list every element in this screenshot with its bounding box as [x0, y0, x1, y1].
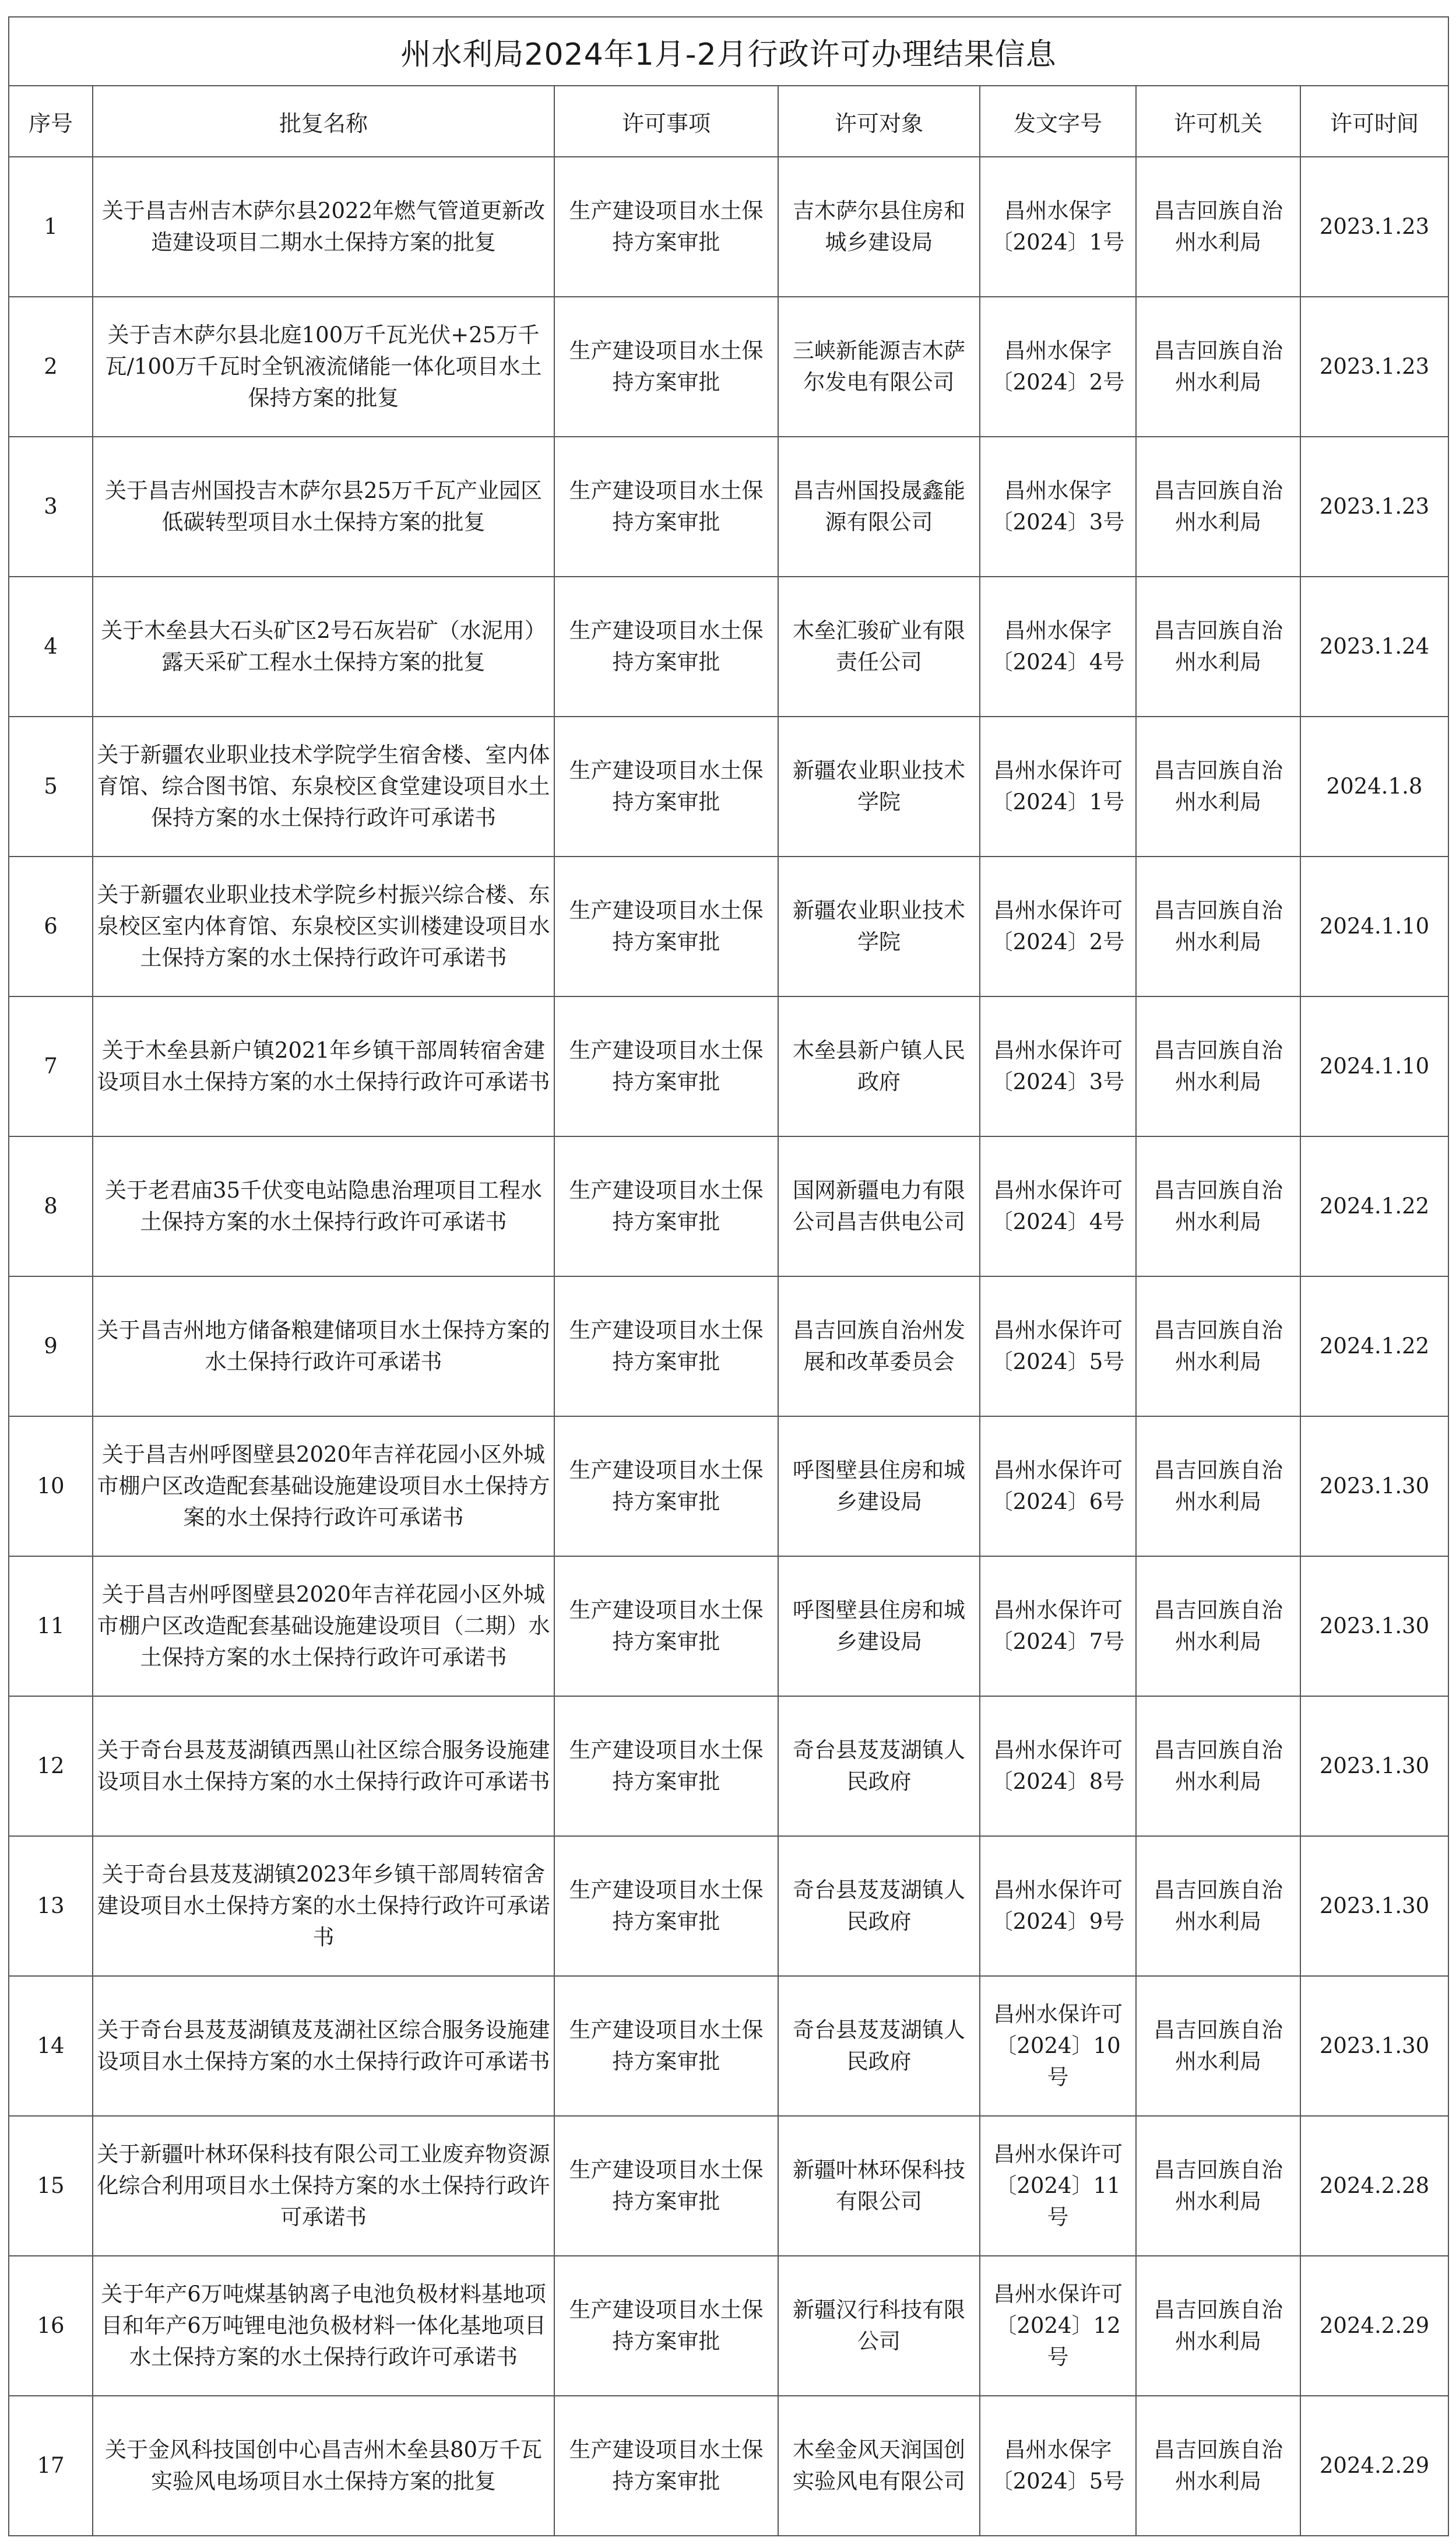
table-row — [9, 2116, 1448, 2256]
item-cell: 生产建设项目水土保持方案审批 — [554, 1696, 778, 1836]
date-cell: 2024.1.10 — [1300, 857, 1448, 996]
table-row — [9, 2256, 1448, 2396]
target-cell: 新疆叶林环保科技有限公司 — [778, 2116, 980, 2256]
docno-cell: 昌州水保许可〔2024〕4号 — [980, 1136, 1136, 1276]
header-row — [9, 86, 1448, 157]
date-cell: 2023.1.30 — [1300, 1976, 1448, 2116]
seq-cell: 13 — [9, 1836, 93, 1976]
target-cell: 木垒金风天润国创实验风电有限公司 — [778, 2396, 980, 2536]
docno-cell: 昌州水保字〔2024〕3号 — [980, 437, 1136, 577]
header-docno: 发文字号 — [980, 86, 1136, 157]
table-row — [9, 1276, 1448, 1416]
target-cell: 昌吉回族自治州发展和改革委员会 — [778, 1276, 980, 1416]
name-cell: 关于昌吉州呼图壁县2020年吉祥花园小区外城市棚户区改造配套基础设施建设项目（二期）水土保持方案的水土保持行政许可承诺书 — [93, 1556, 554, 1696]
target-cell: 昌吉州国投晟鑫能源有限公司 — [778, 437, 980, 577]
seq-cell: 11 — [9, 1556, 93, 1696]
org-cell: 昌吉回族自治州水利局 — [1136, 717, 1300, 857]
docno-cell: 昌州水保许可〔2024〕7号 — [980, 1556, 1136, 1696]
org-cell: 昌吉回族自治州水利局 — [1136, 1276, 1300, 1416]
item-cell: 生产建设项目水土保持方案审批 — [554, 2256, 778, 2396]
date-cell: 2023.1.30 — [1300, 1696, 1448, 1836]
date-cell: 2024.1.10 — [1300, 996, 1448, 1136]
header-name: 批复名称 — [93, 86, 554, 157]
target-cell: 呼图壁县住房和城乡建设局 — [778, 1556, 980, 1696]
org-cell: 昌吉回族自治州水利局 — [1136, 2396, 1300, 2536]
table-title: 州水利局2024年1月-2月行政许可办理结果信息 — [9, 17, 1448, 86]
docno-cell: 昌州水保许可〔2024〕2号 — [980, 857, 1136, 996]
target-cell: 木垒县新户镇人民政府 — [778, 996, 980, 1136]
item-cell: 生产建设项目水土保持方案审批 — [554, 1416, 778, 1556]
item-cell: 生产建设项目水土保持方案审批 — [554, 577, 778, 717]
docno-cell: 昌州水保许可〔2024〕12号 — [980, 2256, 1136, 2396]
header-date: 许可时间 — [1300, 86, 1448, 157]
table-row — [9, 1136, 1448, 1276]
seq-cell: 17 — [9, 2396, 93, 2536]
org-cell: 昌吉回族自治州水利局 — [1136, 157, 1300, 297]
target-cell: 国网新疆电力有限公司昌吉供电公司 — [778, 1136, 980, 1276]
seq-cell: 2 — [9, 297, 93, 437]
org-cell: 昌吉回族自治州水利局 — [1136, 2116, 1300, 2256]
org-cell: 昌吉回族自治州水利局 — [1136, 2256, 1300, 2396]
seq-cell: 8 — [9, 1136, 93, 1276]
org-cell: 昌吉回族自治州水利局 — [1136, 297, 1300, 437]
name-cell: 关于新疆叶林环保科技有限公司工业废弃物资源化综合利用项目水土保持方案的水土保持行政许可承诺书 — [93, 2116, 554, 2256]
org-cell: 昌吉回族自治州水利局 — [1136, 996, 1300, 1136]
docno-cell: 昌州水保许可〔2024〕9号 — [980, 1836, 1136, 1976]
target-cell: 呼图壁县住房和城乡建设局 — [778, 1416, 980, 1556]
header-org: 许可机关 — [1136, 86, 1300, 157]
seq-cell: 7 — [9, 996, 93, 1136]
target-cell: 新疆汉行科技有限公司 — [778, 2256, 980, 2396]
name-cell: 关于昌吉州呼图壁县2020年吉祥花园小区外城市棚户区改造配套基础设施建设项目水土保持方案的水土保持行政许可承诺书 — [93, 1416, 554, 1556]
permit-results-sheet — [8, 16, 1448, 2541]
seq-cell: 3 — [9, 437, 93, 577]
item-cell: 生产建设项目水土保持方案审批 — [554, 2116, 778, 2256]
header-item: 许可事项 — [554, 86, 778, 157]
date-cell: 2024.2.29 — [1300, 2396, 1448, 2536]
item-cell: 生产建设项目水土保持方案审批 — [554, 437, 778, 577]
target-cell: 奇台县芨芨湖镇人民政府 — [778, 1976, 980, 2116]
item-cell: 生产建设项目水土保持方案审批 — [554, 1976, 778, 2116]
docno-cell: 昌州水保许可〔2024〕10号 — [980, 1976, 1136, 2116]
docno-cell: 昌州水保许可〔2024〕3号 — [980, 996, 1136, 1136]
org-cell: 昌吉回族自治州水利局 — [1136, 1416, 1300, 1556]
item-cell: 生产建设项目水土保持方案审批 — [554, 996, 778, 1136]
name-cell: 关于新疆农业职业技术学院乡村振兴综合楼、东泉校区室内体育馆、东泉校区实训楼建设项目水土保持方案的水土保持行政许可承诺书 — [93, 857, 554, 996]
name-cell: 关于奇台县芨芨湖镇2023年乡镇干部周转宿舍建设项目水土保持方案的水土保持行政许可承诺书 — [93, 1836, 554, 1976]
date-cell: 2023.1.23 — [1300, 297, 1448, 437]
target-cell: 奇台县芨芨湖镇人民政府 — [778, 1696, 980, 1836]
seq-cell: 6 — [9, 857, 93, 996]
item-cell: 生产建设项目水土保持方案审批 — [554, 1136, 778, 1276]
seq-cell: 12 — [9, 1696, 93, 1836]
name-cell: 关于奇台县芨芨湖镇芨芨湖社区综合服务设施建设项目水土保持方案的水土保持行政许可承诺书 — [93, 1976, 554, 2116]
name-cell: 关于昌吉州吉木萨尔县2022年燃气管道更新改造建设项目二期水土保持方案的批复 — [93, 157, 554, 297]
table-row — [9, 857, 1448, 996]
target-cell: 木垒汇骏矿业有限责任公司 — [778, 577, 980, 717]
org-cell: 昌吉回族自治州水利局 — [1136, 1556, 1300, 1696]
seq-cell: 1 — [9, 157, 93, 297]
seq-cell: 14 — [9, 1976, 93, 2116]
org-cell: 昌吉回族自治州水利局 — [1136, 1696, 1300, 1836]
table-row — [9, 1696, 1448, 1836]
table-row — [9, 1976, 1448, 2116]
table-row — [9, 717, 1448, 857]
table-row — [9, 297, 1448, 437]
docno-cell: 昌州水保字〔2024〕1号 — [980, 157, 1136, 297]
seq-cell: 5 — [9, 717, 93, 857]
name-cell: 关于金风科技国创中心昌吉州木垒县80万千瓦实验风电场项目水土保持方案的批复 — [93, 2396, 554, 2536]
table-row — [9, 996, 1448, 1136]
target-cell: 新疆农业职业技术学院 — [778, 857, 980, 996]
org-cell: 昌吉回族自治州水利局 — [1136, 1136, 1300, 1276]
name-cell: 关于新疆农业职业技术学院学生宿舍楼、室内体育馆、综合图书馆、东泉校区食堂建设项目水土保持方案的水土保持行政许可承诺书 — [93, 717, 554, 857]
date-cell: 2024.1.22 — [1300, 1136, 1448, 1276]
table-row — [9, 157, 1448, 297]
org-cell: 昌吉回族自治州水利局 — [1136, 437, 1300, 577]
date-cell: 2023.1.30 — [1300, 1556, 1448, 1696]
seq-cell: 10 — [9, 1416, 93, 1556]
target-cell: 奇台县芨芨湖镇人民政府 — [778, 1836, 980, 1976]
date-cell: 2023.1.23 — [1300, 437, 1448, 577]
item-cell: 生产建设项目水土保持方案审批 — [554, 717, 778, 857]
item-cell: 生产建设项目水土保持方案审批 — [554, 2396, 778, 2536]
seq-cell: 16 — [9, 2256, 93, 2396]
docno-cell: 昌州水保字〔2024〕5号 — [980, 2396, 1136, 2536]
date-cell: 2023.1.23 — [1300, 157, 1448, 297]
seq-cell: 15 — [9, 2116, 93, 2256]
org-cell: 昌吉回族自治州水利局 — [1136, 1836, 1300, 1976]
name-cell: 关于木垒县大石头矿区2号石灰岩矿（水泥用）露天采矿工程水土保持方案的批复 — [93, 577, 554, 717]
org-cell: 昌吉回族自治州水利局 — [1136, 857, 1300, 996]
table-row — [9, 577, 1448, 717]
name-cell: 关于昌吉州国投吉木萨尔县25万千瓦产业园区低碳转型项目水土保持方案的批复 — [93, 437, 554, 577]
date-cell: 2023.1.30 — [1300, 1416, 1448, 1556]
header-seq: 序号 — [9, 86, 93, 157]
table-row — [9, 2396, 1448, 2536]
item-cell: 生产建设项目水土保持方案审批 — [554, 157, 778, 297]
name-cell: 关于吉木萨尔县北庭100万千瓦光伏+25万千瓦/100万千瓦时全钒液流储能一体化项目水土保持方案的批复 — [93, 297, 554, 437]
target-cell: 三峡新能源吉木萨尔发电有限公司 — [778, 297, 980, 437]
date-cell: 2024.1.8 — [1300, 717, 1448, 857]
seq-cell: 9 — [9, 1276, 93, 1416]
item-cell: 生产建设项目水土保持方案审批 — [554, 1556, 778, 1696]
table-row — [9, 1556, 1448, 1696]
table-body — [9, 157, 1448, 2536]
date-cell: 2023.1.30 — [1300, 1836, 1448, 1976]
target-cell: 新疆农业职业技术学院 — [778, 717, 980, 857]
name-cell: 关于昌吉州地方储备粮建储项目水土保持方案的水土保持行政许可承诺书 — [93, 1276, 554, 1416]
item-cell: 生产建设项目水土保持方案审批 — [554, 1836, 778, 1976]
permit-results-table — [8, 16, 1449, 2536]
docno-cell: 昌州水保字〔2024〕2号 — [980, 297, 1136, 437]
docno-cell: 昌州水保许可〔2024〕8号 — [980, 1696, 1136, 1836]
org-cell: 昌吉回族自治州水利局 — [1136, 577, 1300, 717]
docno-cell: 昌州水保许可〔2024〕11号 — [980, 2116, 1136, 2256]
docno-cell: 昌州水保字〔2024〕4号 — [980, 577, 1136, 717]
item-cell: 生产建设项目水土保持方案审批 — [554, 1276, 778, 1416]
item-cell: 生产建设项目水土保持方案审批 — [554, 297, 778, 437]
item-cell: 生产建设项目水土保持方案审批 — [554, 857, 778, 996]
docno-cell: 昌州水保许可〔2024〕5号 — [980, 1276, 1136, 1416]
header-target: 许可对象 — [778, 86, 980, 157]
name-cell: 关于奇台县芨芨湖镇西黑山社区综合服务设施建设项目水土保持方案的水土保持行政许可承诺书 — [93, 1696, 554, 1836]
target-cell: 吉木萨尔县住房和城乡建设局 — [778, 157, 980, 297]
name-cell: 关于木垒县新户镇2021年乡镇干部周转宿舍建设项目水土保持方案的水土保持行政许可承诺书 — [93, 996, 554, 1136]
name-cell: 关于老君庙35千伏变电站隐患治理项目工程水土保持方案的水土保持行政许可承诺书 — [93, 1136, 554, 1276]
table-row — [9, 1836, 1448, 1976]
table-row — [9, 1416, 1448, 1556]
date-cell: 2024.1.22 — [1300, 1276, 1448, 1416]
date-cell: 2024.2.29 — [1300, 2256, 1448, 2396]
table-row — [9, 437, 1448, 577]
seq-cell: 4 — [9, 577, 93, 717]
org-cell: 昌吉回族自治州水利局 — [1136, 1976, 1300, 2116]
docno-cell: 昌州水保许可〔2024〕1号 — [980, 717, 1136, 857]
date-cell: 2023.1.24 — [1300, 577, 1448, 717]
date-cell: 2024.2.28 — [1300, 2116, 1448, 2256]
docno-cell: 昌州水保许可〔2024〕6号 — [980, 1416, 1136, 1556]
name-cell: 关于年产6万吨煤基钠离子电池负极材料基地项目和年产6万吨锂电池负极材料一体化基地项目水土保持方案的水土保持行政许可承诺书 — [93, 2256, 554, 2396]
